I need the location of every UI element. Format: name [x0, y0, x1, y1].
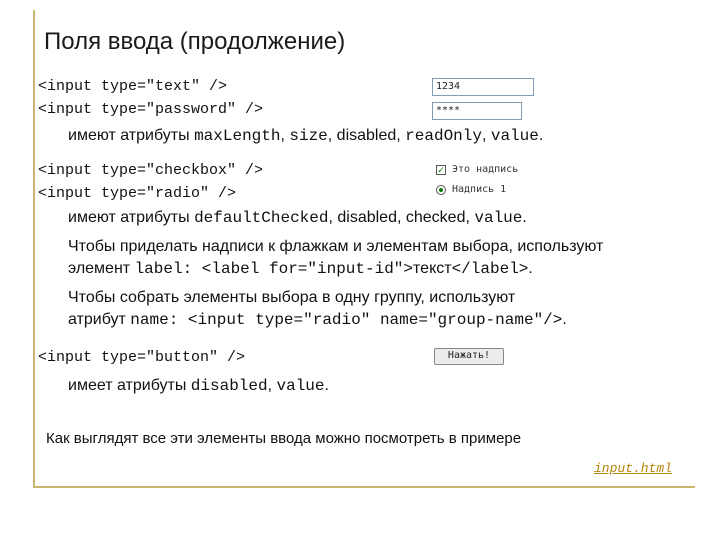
label-prefix: элемент: [68, 260, 135, 277]
attrs-end: .: [522, 209, 527, 226]
demo-radio-label[interactable]: Надпись 1: [452, 184, 507, 195]
attr-value: value: [474, 209, 523, 227]
attrs-sep: ,: [280, 127, 290, 144]
attr-value: value: [276, 377, 325, 395]
group-code: name: <input type="radio" name="group-name"/>: [130, 311, 563, 329]
attr-defaultchecked: defaultChecked: [194, 209, 329, 227]
group-paragraph-line2: [68, 311, 567, 329]
attrs-sep: , disabled, checked,: [328, 209, 475, 226]
code-input-text: <input type="text" />: [38, 78, 228, 95]
attrs-end: .: [324, 377, 329, 394]
label-paragraph-line2: [68, 260, 533, 278]
label-code-close: </label>: [451, 260, 529, 278]
example-link[interactable]: input.html: [594, 461, 673, 476]
attr-disabled: disabled: [190, 377, 268, 395]
demo-checkbox[interactable]: [436, 165, 446, 175]
attr-value: value: [490, 127, 539, 145]
radio-dot-icon: [439, 188, 443, 192]
code-input-password: <input type="password" />: [38, 101, 264, 118]
demo-checkbox-label[interactable]: Это надпись: [452, 164, 519, 175]
demo-button[interactable]: Нажать!: [434, 348, 504, 365]
attrs-button-input: [68, 377, 329, 395]
attrs-sep: ,: [481, 127, 491, 144]
check-mark-icon: ✓: [437, 165, 445, 175]
attrs-prefix: имеют атрибуты: [68, 127, 195, 144]
attr-maxlength: maxLength: [194, 127, 281, 145]
left-rule: [33, 10, 35, 488]
group-prefix: атрибут: [68, 311, 131, 328]
attrs-choice-inputs: [68, 209, 527, 227]
attr-size: size: [289, 127, 328, 145]
label-paragraph-line1: Чтобы приделать надписи к флажкам и элементам выбора, используют: [68, 238, 604, 255]
attrs-text-inputs: [68, 127, 543, 145]
demo-password-field[interactable]: ****: [432, 102, 522, 120]
label-end: .: [528, 260, 533, 277]
attrs-prefix: имеют атрибуты: [68, 209, 195, 226]
attr-readonly: readOnly: [405, 127, 482, 145]
code-input-radio: <input type="radio" />: [38, 185, 237, 202]
slide-title: Поля ввода (продолжение): [44, 28, 346, 55]
footer-note: Как выглядят все эти элементы ввода можно посмотреть в примере: [46, 430, 522, 447]
code-input-button: <input type="button" />: [38, 349, 246, 366]
code-input-checkbox: <input type="checkbox" />: [38, 162, 264, 179]
attrs-end: .: [538, 127, 544, 144]
demo-radio[interactable]: [436, 185, 446, 195]
demo-text-field[interactable]: 1234: [432, 78, 534, 96]
attrs-sep: ,: [267, 377, 277, 394]
attrs-prefix: имеет атрибуты: [68, 377, 191, 394]
bottom-rule: [33, 486, 695, 488]
group-end: .: [562, 311, 567, 328]
label-code: label: <label for="input-id">: [134, 260, 414, 278]
label-code-text: текст: [413, 260, 452, 277]
group-paragraph-line1: Чтобы собрать элементы выбора в одну группу, используют: [68, 289, 516, 306]
attrs-sep: , disabled,: [327, 127, 406, 144]
